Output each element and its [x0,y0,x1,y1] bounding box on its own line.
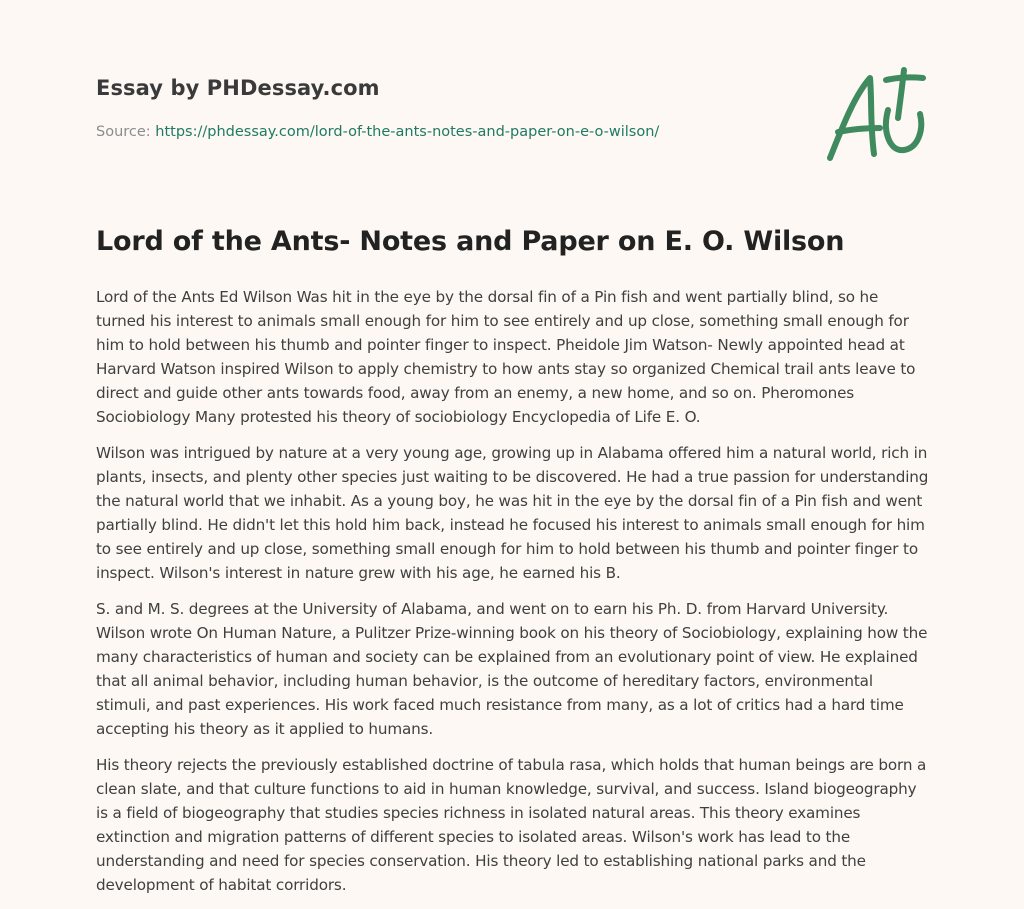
source-label: Source: [96,124,156,140]
a-plus-logo-icon [824,66,928,166]
site-title: Essay by PHDessay.com [96,76,380,100]
essay-title: Lord of the Ants- Notes and Paper on E. O. Wilson [96,226,845,257]
a-plus-logo [824,66,928,166]
essay-paragraph: Wilson was intrigued by nature at a very young age, growing up in Alabama offered him a natural world, rich in plants, insects, and plenty other species just waiting to be discovered. He had a true passion for understanding the natural world that we inhabit. As a young boy, he was hit in the eye by the dorsal fin of a Pin fish and went partially blind. He didn't let this hold him back, instead he focused his interest to animals small enough for him to see entirely and up close, something small enough for him to hold between his thumb and pointer finger to inspect. Wilson's interest in nature grew with his age, he earned his B. [96,444,929,582]
essay-paragraph: Lord of the Ants Ed Wilson Was hit in the eye by the dorsal fin of a Pin fish and went partially blind, so he turned his interest to animals small enough for him to see entirely and up close, something small enough for him to hold between his thumb and pointer finger to inspect. Pheidole Jim Watson- Newly appointed head at Harvard Watson inspired Wilson to apply chemistry to how ants stay so organized Chemical trail ants leave to direct and guide other ants towards food, away from an enemy, a new home, and so on. Pheromones Sociobiology Many protested his theory of sociobiology Encyclopedia of Life E. O. [96,288,916,426]
essay-paragraph: S. and M. S. degrees at the University of Alabama, and went on to earn his Ph. D. from Harvard University. Wilson wrote On Human Nature, a Pulitzer Prize-winning book on his theory of Sociobiology, explaining how the many characteristics of human and society can be explained from an evolutionary point of view. He explained that all animal behavior, including human behavior, is the outcome of hereditary factors, environmental stimuli, and past experiences. His work faced much resistance from many, as a lot of critics had a hard time accepting his theory as it applied to humans. [96,600,928,738]
source-link[interactable]: https://phdessay.com/lord-of-the-ants-notes-and-paper-on-e-o-wilson/ [155,124,660,140]
essay-body [96,285,930,909]
source-line [96,124,659,140]
page-header [96,0,928,200]
essay-paragraph: His theory rejects the previously established doctrine of tabula rasa, which holds that human beings are born a clean slate, and that culture functions to aid in human knowledge, survival, and success. Island biogeography is a field of biogeography that studies species richness in isolated natural areas. This theory examines extinction and migration patterns of different species to isolated areas. Wilson's work has lead to the understanding and need for species conservation. His theory led to establishing national parks and the development of habitat corridors. [96,756,927,894]
